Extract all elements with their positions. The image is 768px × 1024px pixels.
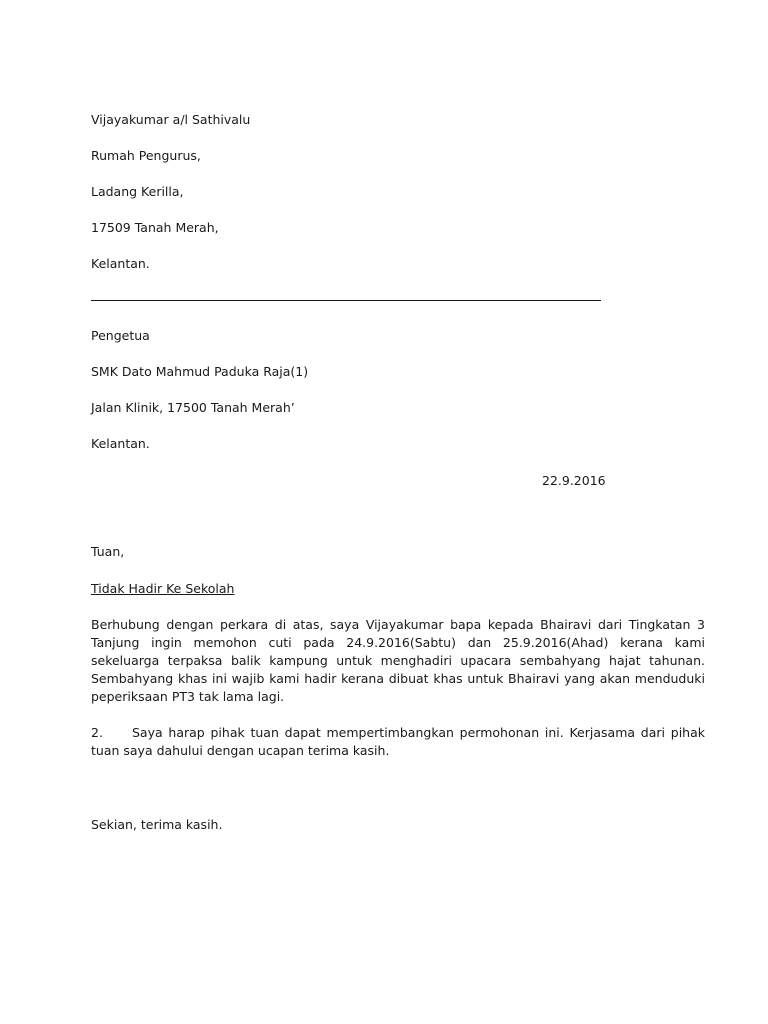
paragraph-number: 2. xyxy=(91,725,103,740)
letter-subject: Tidak Hadir Ke Sekolah xyxy=(91,581,235,596)
body-paragraph-1: Berhubung dengan perkara di atas, saya Vijayakumar bapa kepada Bhairavi dari Tingkatan 3 Tanjung ingin memohon cuti pada 24.9.2016(Sabtu) dan 25.9.2016(Ahad) kerana kami sekeluarga terpaksa balik kampung untuk menghadiri upacara sembahyang hajat tahunan. Sembahyang khas ini wajib kami hadir kerana dibuat khas untuk Bhairavi yang akan menduduki peperiksaan PT3 tak lama lagi. xyxy=(91,617,705,704)
body-paragraph-2 xyxy=(91,724,705,760)
recipient-address-line-1: Jalan Klinik, 17500 Tanah Merah’ xyxy=(91,400,295,415)
recipient-title: Pengetua xyxy=(91,328,150,343)
closing-line: Sekian, terima kasih. xyxy=(91,817,223,832)
sender-name: Vijayakumar a/l Sathivalu xyxy=(91,112,251,127)
recipient-address-line-2: Kelantan. xyxy=(91,436,150,451)
sender-address-line-3: 17509 Tanah Merah, xyxy=(91,220,219,235)
letter-date: 22.9.2016 xyxy=(542,473,606,488)
body-paragraph-2-text: Saya harap pihak tuan dapat mempertimbangkan permohonan ini. Kerjasama dari pihak tuan saya dahului dengan ucapan terima kasih. xyxy=(91,725,705,758)
sender-address-line-4: Kelantan. xyxy=(91,256,150,271)
sender-address-line-2: Ladang Kerilla, xyxy=(91,184,184,199)
separator-line xyxy=(91,300,601,301)
salutation: Tuan, xyxy=(91,544,125,559)
recipient-school: SMK Dato Mahmud Paduka Raja(1) xyxy=(91,364,309,379)
sender-address-line-1: Rumah Pengurus, xyxy=(91,148,201,163)
